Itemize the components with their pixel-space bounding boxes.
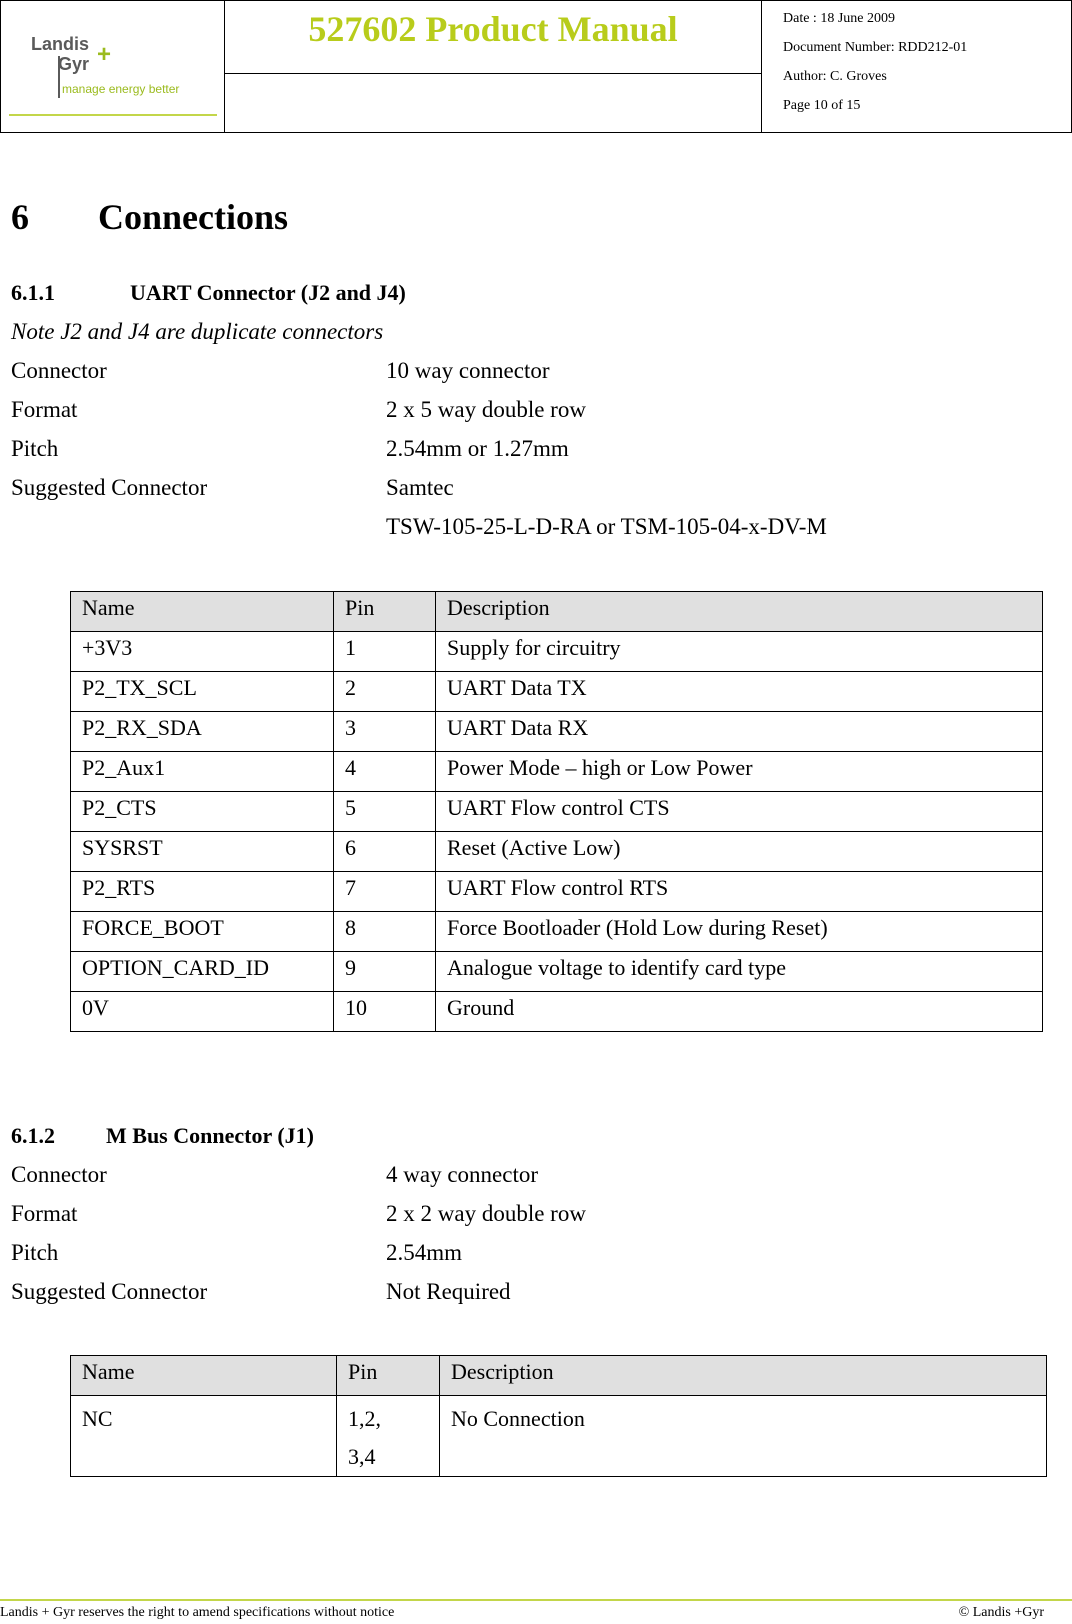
page-header (0, 0, 1072, 133)
pin-number-line: 1,2, (348, 1406, 381, 1431)
pin-name: P2_RX_SDA (71, 712, 334, 752)
uart-spec-label: Connector (11, 358, 107, 383)
logo-plus: + (97, 41, 112, 68)
doc-number: Document Number: RDD212-01 (783, 40, 968, 55)
table-header-row (71, 592, 1043, 632)
uart-note: Note J2 and J4 are duplicate connectors (11, 319, 384, 344)
pin-description: Ground (436, 992, 1043, 1032)
table-row (71, 672, 1043, 712)
pin-number-line: 3,4 (348, 1444, 376, 1469)
table-row (71, 792, 1043, 832)
uart-spec-label: Pitch (11, 436, 59, 461)
pin-name: P2_TX_SCL (71, 672, 334, 712)
pin-number: 4 (334, 752, 436, 792)
pin-name: P2_RTS (71, 872, 334, 912)
uart-spec-label: Format (11, 397, 78, 422)
pin-number (337, 1396, 440, 1477)
pin-number: 7 (334, 872, 436, 912)
pin-number: 10 (334, 992, 436, 1032)
pin-name: 0V (71, 992, 334, 1032)
pin-name: SYSRST (71, 832, 334, 872)
pin-number: 1 (334, 632, 436, 672)
pin-name: NC (71, 1396, 337, 1477)
pin-name: FORCE_BOOT (71, 912, 334, 952)
uart-heading-number: 6.1.1 (11, 280, 55, 305)
document-title: 527602 Product Manual (308, 9, 678, 49)
pin-description: UART Data RX (436, 712, 1043, 752)
doc-author: Author: C. Groves (783, 69, 887, 84)
mbus-spec-value: 2.54mm (386, 1240, 463, 1265)
pin-name: OPTION_CARD_ID (71, 952, 334, 992)
pin-description: No Connection (440, 1396, 1047, 1477)
pin-description: Power Mode – high or Low Power (436, 752, 1043, 792)
pin-name: P2_CTS (71, 792, 334, 832)
mbus-pin-table (70, 1355, 1047, 1477)
pin-description: UART Flow control CTS (436, 792, 1043, 832)
uart-spec-value: 2.54mm or 1.27mm (386, 436, 569, 461)
section-title: Connections (98, 197, 289, 237)
column-header-description: Description (440, 1356, 1047, 1396)
footer-disclaimer: Landis + Gyr reserves the right to amend specifications without notice (0, 1605, 395, 1620)
pin-number: 5 (334, 792, 436, 832)
logo-word-landis: Landis (31, 34, 90, 54)
uart-spec-value: Samtec (386, 475, 454, 500)
doc-page: Page 10 of 15 (783, 98, 861, 113)
mbus-spec-label: Connector (11, 1162, 107, 1187)
pin-description: Supply for circuitry (436, 632, 1043, 672)
logo-underline (9, 114, 217, 116)
mbus-heading-number: 6.1.2 (11, 1123, 55, 1148)
table-row (71, 872, 1043, 912)
uart-spec-label: Suggested Connector (11, 475, 208, 500)
uart-part-numbers: TSW-105-25-L-D-RA or TSM-105-04-x-DV-M (386, 514, 827, 539)
pin-number: 8 (334, 912, 436, 952)
table-row (71, 992, 1043, 1032)
table-row (71, 712, 1043, 752)
table-row (71, 632, 1043, 672)
pin-description: Analogue voltage to identify card type (436, 952, 1043, 992)
pin-description: Force Bootloader (Hold Low during Reset) (436, 912, 1043, 952)
logo-tagline: manage energy better (62, 82, 180, 96)
column-header-name: Name (71, 1356, 337, 1396)
footer-copyright: © Landis +Gyr (958, 1605, 1044, 1620)
doc-date: Date : 18 June 2009 (783, 11, 895, 26)
pin-name: P2_Aux1 (71, 752, 334, 792)
mbus-spec-label: Pitch (11, 1240, 59, 1265)
pin-number: 3 (334, 712, 436, 752)
uart-spec-value: 10 way connector (386, 358, 550, 383)
logo-cell (0, 0, 225, 133)
pin-name: +3V3 (71, 632, 334, 672)
pin-number: 6 (334, 832, 436, 872)
uart-pin-table (70, 591, 1043, 1032)
mbus-spec-label: Suggested Connector (11, 1279, 208, 1304)
pin-description: Reset (Active Low) (436, 832, 1043, 872)
table-header-row (71, 1356, 1047, 1396)
table-row (71, 952, 1043, 992)
mbus-spec-value: Not Required (386, 1279, 511, 1304)
column-header-description: Description (436, 592, 1043, 632)
pin-description: UART Data TX (436, 672, 1043, 712)
mbus-spec-label: Format (11, 1201, 78, 1226)
section-heading (11, 196, 288, 238)
table-row (71, 1396, 1047, 1477)
pin-number: 9 (334, 952, 436, 992)
table-row (71, 752, 1043, 792)
column-header-pin: Pin (337, 1356, 440, 1396)
logo-word-gyr: Gyr (58, 54, 90, 74)
mbus-spec-value: 2 x 2 way double row (386, 1201, 586, 1226)
footer-rule (0, 1599, 1072, 1601)
table-row (71, 912, 1043, 952)
section-number: 6 (11, 197, 29, 237)
pin-description: UART Flow control RTS (436, 872, 1043, 912)
column-header-pin: Pin (334, 592, 436, 632)
pin-number: 2 (334, 672, 436, 712)
column-header-name: Name (71, 592, 334, 632)
mbus-spec-value: 4 way connector (386, 1162, 538, 1187)
uart-heading-title: UART Connector (J2 and J4) (130, 280, 406, 305)
uart-spec-value: 2 x 5 way double row (386, 397, 586, 422)
table-row (71, 832, 1043, 872)
mbus-heading-title: M Bus Connector (J1) (106, 1123, 314, 1148)
title-divider (224, 73, 762, 74)
